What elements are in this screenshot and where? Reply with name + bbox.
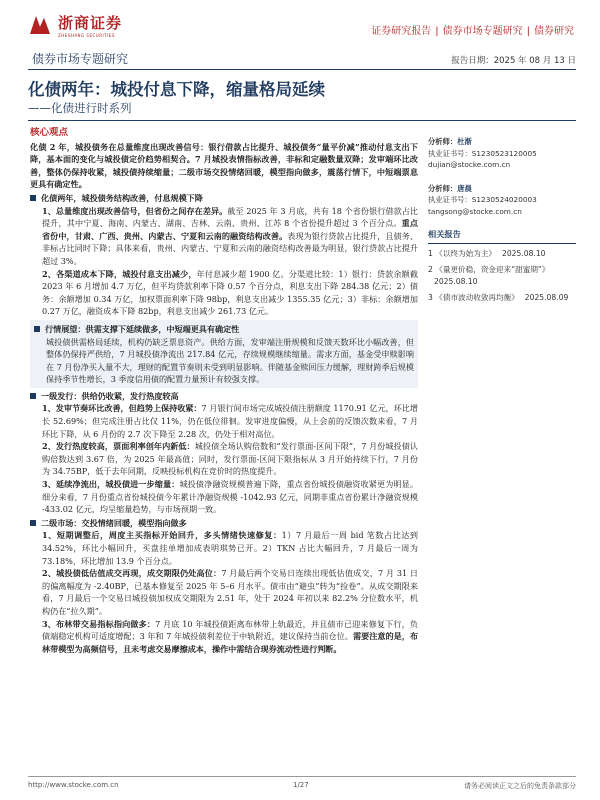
outlook-paragraph: 城投债供需格局延续，机构仍缺乏票息资产。供给方面，发审端注册规模和反馈天数环比小幅改善，但整体仍保持严供给，7 月城投债净流出 217.84 亿元，存续规模继续缩量。需求方面，基金受申赎影响在 7 月份净买入量不大，理财的配置节奏则未受到明显影响。伴随基金赎回压力缓解，理财跨季后规模保持季节性增长，3 季度信用债的配置力量预计有较强支撑。 (46, 336, 414, 385)
section-heading: 化债两年，城投债务结构改善，付息规模下降 (30, 192, 418, 205)
related-report-item[interactable]: 1 《以终为始为主》 2025.08.10 (428, 248, 546, 258)
page-title: 化债两年：城投付息下降，缩量格局延续 (28, 80, 325, 99)
report-categories: 证券研究报告 | 债券市场专题研究 | 债券研究 (371, 26, 574, 37)
logo-name: 浙商证券 (58, 14, 123, 32)
main-content (30, 127, 418, 767)
analyst-card: 分析师：唐晨 执业证书号：S1230524020003 tangsong@stocke.com.cn (428, 183, 576, 218)
related-reports-heading: 相关报告 (428, 229, 576, 244)
square-bullet-icon (30, 195, 36, 201)
paragraph: 1、发审节奏环比改善，但趋势上保持收紧：7 月银行间市场完成城投债注册额度 1170.91 亿元，环比增长 52.69%；但完成注册占比仅 11%，仍在低位徘徊。发审进度偏慢，从上会前的反馈次数来看，7 月环比下降，从 6 月份的 2.7 次下降至 2.28 次，仍处于相对高位。 (42, 403, 418, 439)
analyst-license: 执业证书号：S1230523120005 (428, 148, 537, 158)
section-heading: 行情展望：供需支撑下延续做多，中短端更具有确定性 (34, 323, 414, 336)
paragraph: 2、城投债低估值成交再现，成交期限仍处高位：7 月最后两个交易日连续出现低估值成交，7 月 31 日的偏离幅度为 -2.40BP，已基本修复至 2025 年 5–6 月水平。债市由“避虫”转为“捡卷”。从成交期限来看，7 月最后一个交易日城投债加权成交期限为 2.51 年，处于 2024 年初以来 82.2% 分位数水平，机构仍在“拉久期”。 (42, 568, 418, 616)
analyst-license: 执业证书号：S1230524020003 (428, 195, 537, 204)
logo (28, 12, 122, 38)
disclaimer-note: 请务必阅读正文之后的免责条款部分 (464, 782, 576, 790)
sub-header (28, 48, 576, 70)
key-points-heading: 核心观点 (30, 127, 69, 138)
category-1: 证券研究报告 (371, 26, 432, 37)
logo-mountain-icon (28, 14, 54, 36)
sidebar (428, 136, 576, 309)
series-title: ——化债进行时系列 (28, 101, 132, 115)
square-bullet-icon (30, 520, 36, 526)
paragraph: 1、总量维度出现改善信号，但省份之间存在差异。截至 2025 年 3 月底，共有 18 个省份银行借款占比提升，其中宁夏、海南、内蒙古、湖南、吉林、云南、贵州、江苏 8 个省份提升超过 3 个百分点。重点省份中，甘肃、广西、贵州、内蒙古、宁夏和云南的融资结构改善。表现为银行贷款占比提升，且债务、非标占比同时下降；具体来看，贵州、内蒙古、宁夏和云南的融资结构改善最为明显，银行贷款占比提升超过 3%。 (42, 205, 418, 266)
analyst-card: 分析师：杜渐 执业证书号：S1230523120005 dujian@stocke.com.cn (428, 136, 576, 171)
related-report-item[interactable]: 2 《量更价稳，资金迎来“甜蜜期”》2025.08.10 (428, 265, 550, 286)
paragraph: 2、各渠道成本下降，城投付息支出减少，年付息减少超 1900 亿。分渠道比较：1）银行：贷款余额截 2023 年 6 月增加 4.7 万亿，但平均贷款利率下降 0.57 个百分点，利息支出下降 284.38 亿元；2）债务：余额增加 0.34 万亿，加权票面利率下降 98bp，利息支出减少 1355.35 亿元；3）非标：余额增加 0.27 万亿，融资成本下降 82bp，利息支出减少 261.73 亿元。 (42, 268, 418, 317)
category-2: 债券市场专题研究 (442, 26, 523, 37)
summary-paragraph: 化债 2 年，城投债务在总量维度出现改善信号：银行借款占比提升、城投债务“量平价减”推动付息支出下降，基本面的变化与城投债定价趋势相契合。7 月城投表情指标改善，非标和定融数量双降；发审端环比改善，整体仍保持收紧，城投债持续缩量；二级市场交投情绪回暖，模型指向做多，震荡行情下，中短端票息更具有确定性。 (30, 141, 418, 190)
section-heading: 二级市场：交投情绪回暖，模型指向做多 (30, 517, 418, 530)
paragraph: 1、短期调整后，周度主买指标开始回升，多头情绪快速修复：1）7 月最后一周 bid 笔数占比达到 34.52%，环比小幅回升，买盘挂单增加成表明琪势已开。2）TKN 占比大幅回升，7 月最后一周为 73.18%，环比增加 13.9 个百分点。 (42, 530, 418, 566)
square-bullet-icon (30, 393, 36, 399)
page-footer (28, 776, 576, 796)
analyst-name: 杜渐 (457, 137, 472, 146)
paragraph: 3、延续净流出，城投债进一步缩量：城投债净融资规模普遍下降，重点省份城投债融资收紧更为明显。细分来看，7 月份重点省份城投债今年累计净融资规模 -1042.93 亿元，同期非重点省份累计净融资规模 -433.02 亿元，均呈缩量趋势，与市场预期一致。 (42, 479, 418, 515)
report-type: 债券市场专题研究 (32, 52, 129, 66)
report-date: 报告日期：2025 年 08 月 13 日 (451, 56, 576, 66)
website-link[interactable]: http://www.stocke.com.cn (28, 781, 119, 789)
category-3: 债券研究 (534, 26, 574, 37)
related-report-item[interactable]: 3 《债市波动收敛再均衡》 2025.08.09 (428, 293, 569, 302)
paragraph: 2、发行热度较高，票面利率创年内新低：城投债全场认购倍数和“发行票面-区间下限”，7 月份城投债认购倍数达到 3.67 倍，为 2025 年最高值；同时，发行票面-区间下限指标从 3 月开始持续下行，7 月份为 34.75BP，低于去年同期，反映投标机构在竞价时的热度提升。 (42, 441, 418, 477)
outlook-box (30, 320, 418, 388)
logo-english: ZHESHANG SECURITIES (58, 33, 115, 38)
section-heading: 一级发行：供给仍收紧，发行热度较高 (30, 390, 418, 403)
analyst-name: 唐晨 (457, 183, 472, 193)
analyst-email[interactable]: tangsong@stocke.com.cn (428, 206, 522, 216)
square-bullet-icon (34, 326, 40, 332)
divider (28, 120, 576, 121)
page-number: 1/27 (293, 781, 309, 789)
report-header (0, 0, 600, 44)
paragraph: 3、布林带交易指标指向做多：7 月底 10 年城投债距离布林带上轨最近，并且债市已迎来修复下行，负债端稳定机构可适度增配；3 年和 7 年城投债利差位于中轨附近，建议保持当前仓位。需要注意的是，布林带模型为高频信号，且未考虑交易摩擦成本，操作中需结合现券流动性进行判断。 (42, 618, 418, 654)
analyst-email[interactable]: dujian@stocke.com.cn (428, 160, 511, 169)
